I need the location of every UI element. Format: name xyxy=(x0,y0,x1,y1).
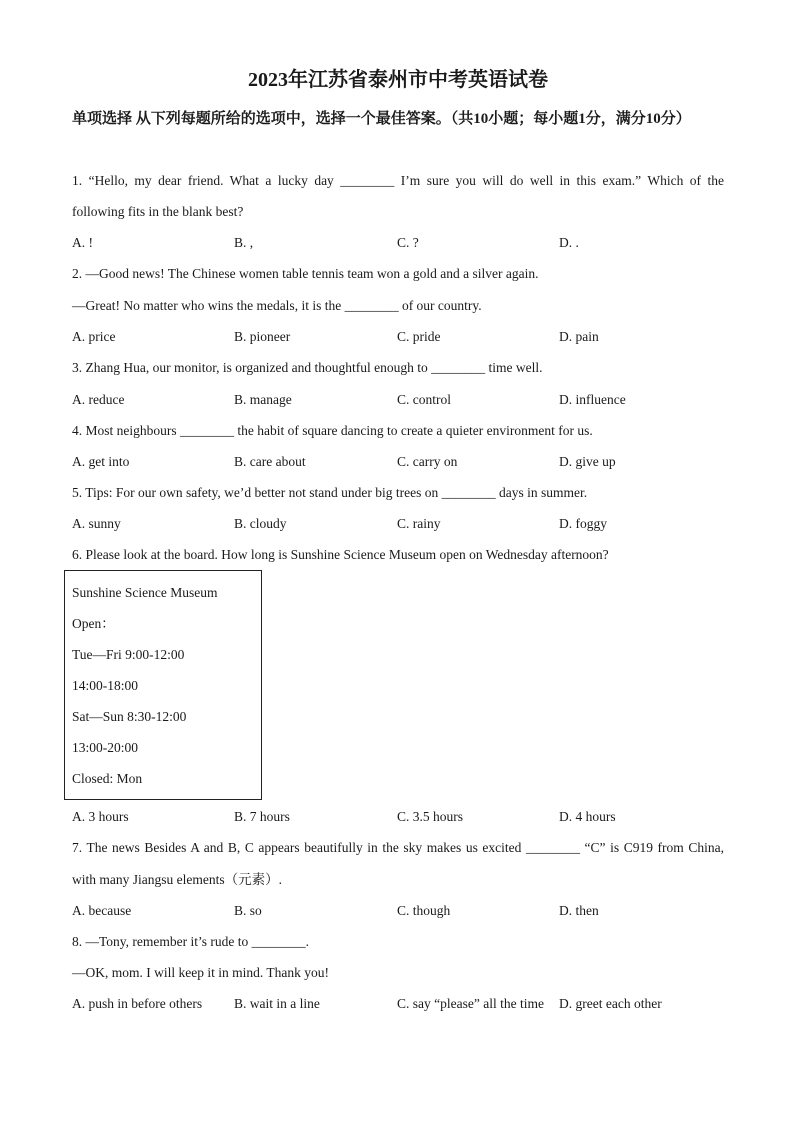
option-a[interactable]: A. get into xyxy=(72,454,130,469)
question-8-line-2: —OK, mom. I will keep it in mind. Thank you! xyxy=(72,965,329,980)
option-c[interactable]: C. say “please” all the time xyxy=(397,996,544,1011)
question-text: 7. The news Besides A and B, C appears beautifully in the sky makes us excited ________ “C” is C919 from China, xyxy=(72,840,724,855)
option-a[interactable]: A. reduce xyxy=(72,392,125,407)
option-c[interactable]: C. control xyxy=(397,392,451,407)
option-c[interactable]: C. carry on xyxy=(397,454,458,469)
question-7-line-1 xyxy=(72,838,724,858)
option-b[interactable]: B. wait in a line xyxy=(234,996,320,1011)
option-d[interactable]: D. influence xyxy=(559,392,626,407)
notice-line: Open： xyxy=(72,616,115,631)
option-a[interactable]: A. sunny xyxy=(72,516,121,531)
option-b[interactable]: B. manage xyxy=(234,392,292,407)
notice-line: Sat—Sun 8:30-12:00 xyxy=(72,709,187,724)
option-d[interactable]: D. pain xyxy=(559,329,599,344)
question-1-line-2: following fits in the blank best? xyxy=(72,204,244,219)
page-title: 2023年江苏省泰州市中考英语试卷 xyxy=(248,69,548,91)
option-b[interactable]: B. care about xyxy=(234,454,306,469)
option-b[interactable]: B. so xyxy=(234,903,262,918)
option-a[interactable]: A. ! xyxy=(72,235,93,250)
option-a[interactable]: A. push in before others xyxy=(72,996,203,1011)
notice-title: Sunshine Science Museum xyxy=(72,585,218,600)
option-a[interactable]: A. because xyxy=(72,903,132,918)
question-text: 1. “Hello, my dear friend. What a lucky day ________ I’m sure you will do well in this exam.” Which of the xyxy=(72,173,724,188)
option-a[interactable]: A. 3 hours xyxy=(72,809,129,824)
question-2-line-2: —Great! No matter who wins the medals, it is the ________ of our country. xyxy=(72,298,482,313)
option-c[interactable]: C. 3.5 hours xyxy=(397,809,464,824)
question-6-line-1: 6. Please look at the board. How long is Sunshine Science Museum open on Wednesday afternoon? xyxy=(72,547,609,562)
option-d[interactable]: D. 4 hours xyxy=(559,809,616,824)
question-7-line-2: with many Jiangsu elements（元素）. xyxy=(72,872,282,887)
section-instructions: 单项选择 从下列每题所给的选项中，选择一个最佳答案。（共10小题；每小题1分，满分10分） xyxy=(72,111,691,127)
question-5-line-1: 5. Tips: For our own safety, we’d better not stand under big trees on ________ days in summer. xyxy=(72,485,588,500)
question-3-line-1: 3. Zhang Hua, our monitor, is organized and thoughtful enough to ________ time well. xyxy=(72,360,543,375)
option-d[interactable]: D. greet each other xyxy=(559,996,662,1011)
option-d[interactable]: D. . xyxy=(559,235,579,250)
option-c[interactable]: C. though xyxy=(397,903,451,918)
option-d[interactable]: D. give up xyxy=(559,454,616,469)
museum-notice-board xyxy=(64,570,262,800)
option-c[interactable]: C. ? xyxy=(397,235,419,250)
notice-line: Closed: Mon xyxy=(72,771,143,786)
option-b[interactable]: B. cloudy xyxy=(234,516,287,531)
question-4-line-1: 4. Most neighbours ________ the habit of square dancing to create a quieter environment for us. xyxy=(72,423,593,438)
option-a[interactable]: A. price xyxy=(72,329,116,344)
option-b[interactable]: B. pioneer xyxy=(234,329,291,344)
question-2-line-1: 2. —Good news! The Chinese women table tennis team won a gold and a silver again. xyxy=(72,266,539,281)
option-c[interactable]: C. rainy xyxy=(397,516,441,531)
notice-line: 13:00-20:00 xyxy=(72,740,138,755)
option-c[interactable]: C. pride xyxy=(397,329,441,344)
option-d[interactable]: D. foggy xyxy=(559,516,607,531)
notice-line: Tue—Fri 9:00-12:00 xyxy=(72,647,185,662)
question-1-line-1 xyxy=(72,171,724,191)
notice-line: 14:00-18:00 xyxy=(72,678,138,693)
option-d[interactable]: D. then xyxy=(559,903,599,918)
question-8-line-1: 8. —Tony, remember it’s rude to ________. xyxy=(72,934,310,949)
option-b[interactable]: B. 7 hours xyxy=(234,809,290,824)
option-b[interactable]: B. , xyxy=(234,235,254,250)
